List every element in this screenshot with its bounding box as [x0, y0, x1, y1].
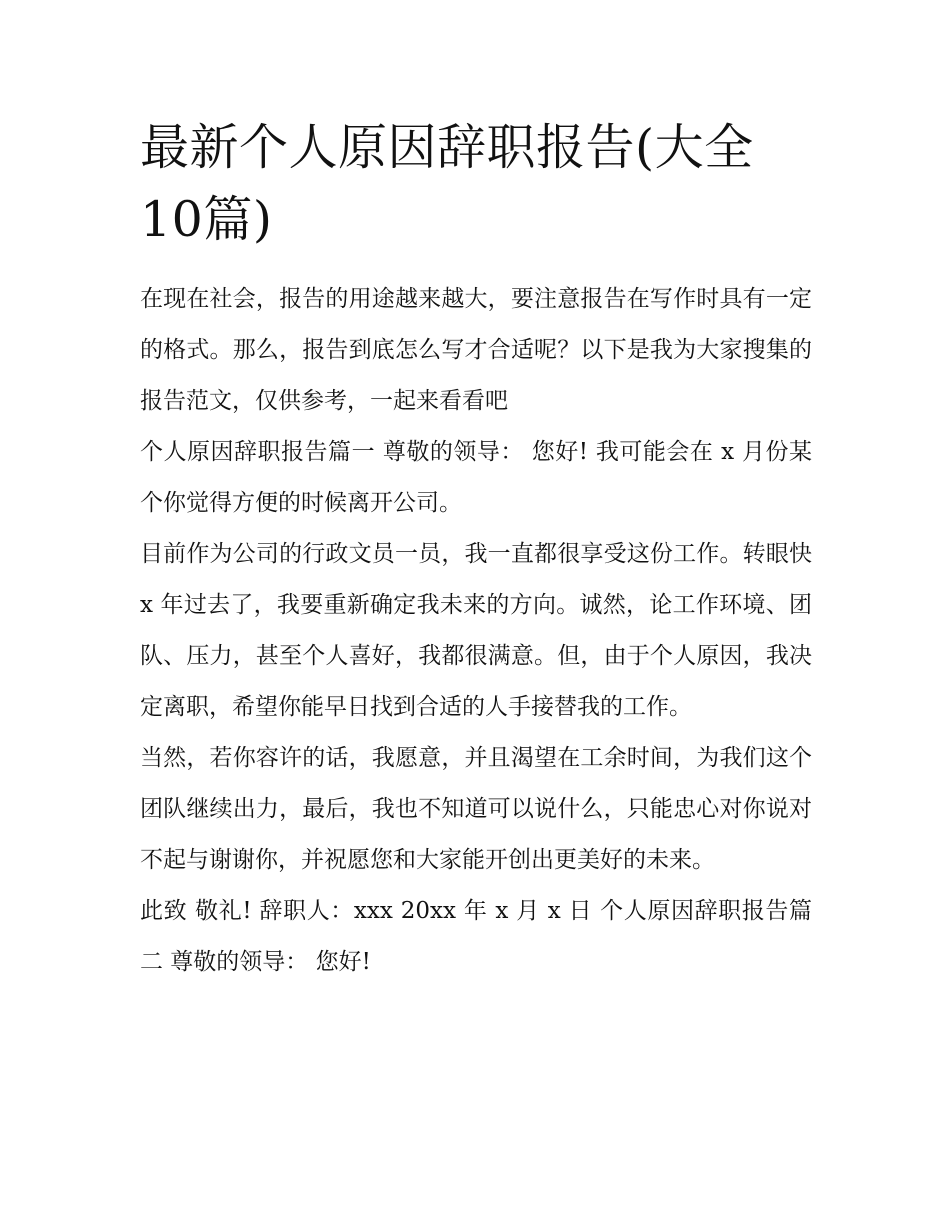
document-page — [140, 112, 812, 988]
paragraph-report-one-closing: 当然，若你容许的话，我愿意，并且渴望在工余时间，为我们这个团队继续出力，最后，我也不知道可以说什么，只能忠心对你说对不起与谢谢你，并祝愿您和大家能开创出更美好的未来。 — [140, 745, 812, 873]
document-title: 最新个人原因辞职报告(大全10篇) — [140, 119, 754, 248]
paragraph-report-one-body: 目前作为公司的行政文员一员，我一直都很享受这份工作。转眼快 x 年过去了，我要重新确定我未来的方向。诚然，论工作环境、团队、压力，甚至个人喜好，我都很满意。但，由于个人原因，我决定离职，希望你能早日找到合适的人手接替我的工作。 — [140, 541, 812, 720]
paragraph-intro: 在现在社会，报告的用途越来越大，要注意报告在写作时具有一定的格式。那么，报告到底怎么写才合适呢？以下是我为大家搜集的报告范文，仅供参考，一起来看看吧 — [140, 286, 812, 414]
paragraph-report-one-opening: 个人原因辞职报告篇一 尊敬的领导： 您好! 我可能会在 x 月份某个你觉得方便的时候离开公司。 — [140, 439, 812, 516]
paragraph-signature-and-report-two: 此致 敬礼! 辞职人：xxx 20xx 年 x 月 x 日 个人原因辞职报告篇二 尊敬的领导： 您好! — [140, 898, 812, 975]
